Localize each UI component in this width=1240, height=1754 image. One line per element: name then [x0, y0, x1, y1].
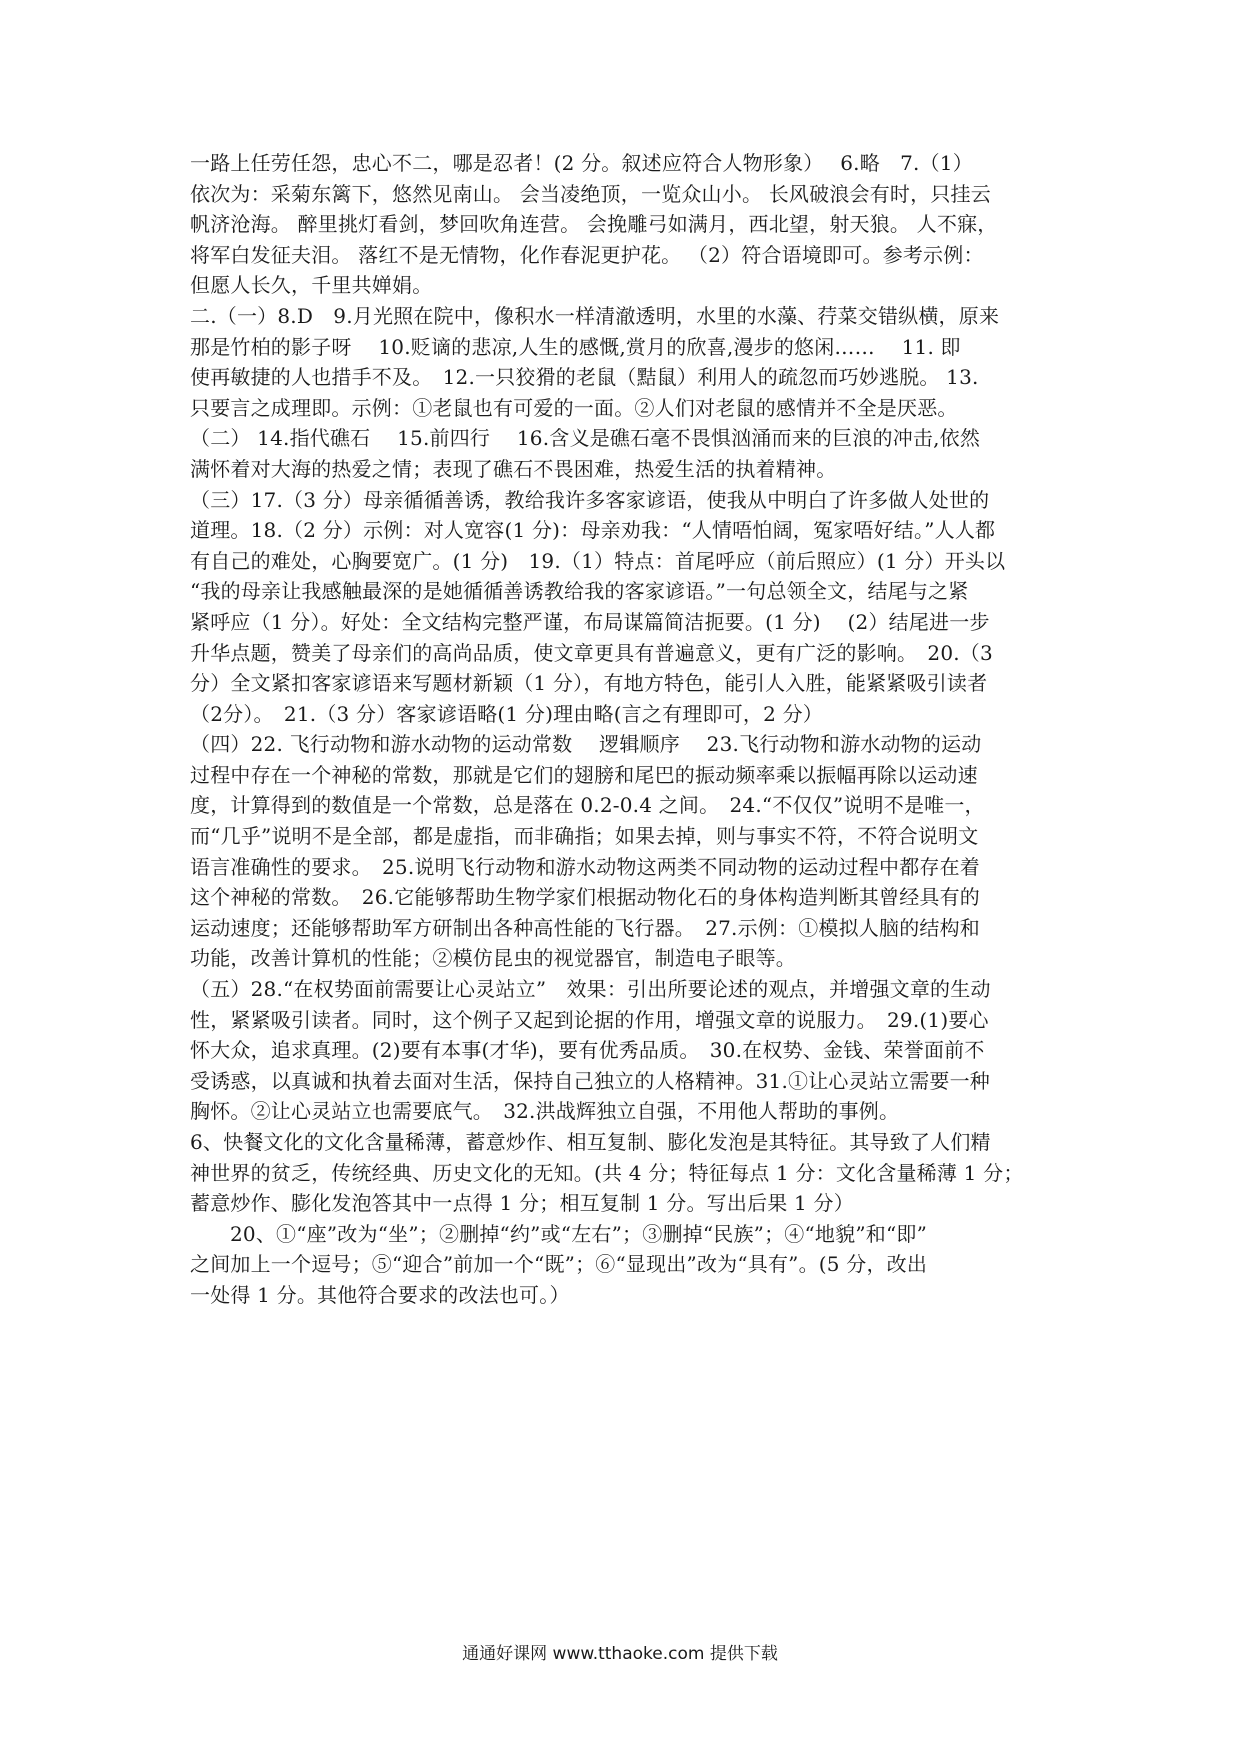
text-line: 帆济沧海。 醉里挑灯看剑，梦回吹角连营。 会挽雕弓如满月，西北望，射天狼。 人不寐，	[190, 212, 998, 237]
text-line: 一路上任劳任怨，忠心不二，哪是忍者！(2 分。叙述应符合人物形象） 6.略 7.（1）	[190, 151, 973, 175]
text-line: （三）17.（3 分）母亲循循善诱，教给我许多客家谚语，使我从中明白了许多做人处世的	[190, 487, 990, 512]
text-line: 但愿人长久，千里共婵娟。	[190, 273, 433, 298]
text-line: 6、快餐文化的文化含量稀薄，蓄意炒作、相互复制、膨化发泡是其特征。其导致了人们精	[190, 1130, 991, 1154]
text-line: 二.（一）8.D 9.月光照在院中，像积水一样清澈透明，水里的水藻、荇菜交错纵横，原来	[190, 303, 1000, 328]
text-line: 20、①“座”改为“坐”；②删掉“约”或“左右”；③删掉“民族”；④“地貌”和“即”	[230, 1221, 927, 1246]
text-line: 功能，改善计算机的性能；②模仿昆虫的视觉器官，制造电子眼等。	[190, 946, 796, 971]
text-line: 神世界的贫乏，传统经典、历史文化的无知。(共 4 分；特征每点 1 分：文化含量稀薄 1 分；	[190, 1160, 1024, 1185]
text-line: （四）22. 飞行动物和游水动物的运动常数 逻辑顺序 23.飞行动物和游水动物的运动	[190, 732, 982, 757]
text-line: 这个神秘的常数。 26.它能够帮助生物学家们根据动物化石的身体构造判断其曾经具有的	[190, 885, 981, 910]
answer-key-text	[190, 148, 1052, 1311]
text-line: 过程中存在一个神秘的常数，那就是它们的翅膀和尾巴的振动频率乘以振幅再除以运动速	[190, 762, 978, 787]
text-line: 受诱惑，以真诚和执着去面对生活，保持自己独立的人格精神。31.①让心灵站立需要一种	[190, 1068, 991, 1093]
text-line: 运动速度；还能够帮助军方研制出各种高性能的飞行器。 27.示例：①模拟人脑的结构和	[190, 915, 981, 940]
text-line: 语言准确性的要求。 25.说明飞行动物和游水动物这两类不同动物的运动过程中都存在着	[190, 854, 981, 879]
text-line: 只要言之成理即。示例：①老鼠也有可爱的一面。②人们对老鼠的感情并不全是厌恶。	[190, 395, 958, 420]
text-line: 怀大众，追求真理。(2)要有本事(才华)，要有优秀品质。 30.在权势、金钱、荣誉面前不	[190, 1038, 985, 1063]
text-line: 将军白发征夫泪。 落红不是无情物，化作春泥更护花。 （2）符合语境即可。参考示例：	[190, 242, 984, 267]
text-line: 紧呼应（1 分）。好处：全文结构完整严谨，布局谋篇简洁扼要。(1 分) (2）结尾进一步	[190, 609, 990, 634]
text-line: 升华点题，赞美了母亲们的高尚品质，使文章更具有普遍意义，更有广泛的影响。 20.（3	[190, 640, 993, 665]
text-line: 那是竹柏的影子呀 10.贬谪的悲凉,人生的感慨,赏月的欣喜,漫步的悠闲…… 11. 即	[190, 334, 961, 359]
text-line: 依次为：采菊东篱下，悠然见南山。 会当凌绝顶，一览众山小。 长风破浪会有时，只挂云	[190, 181, 991, 206]
text-line: 道理。18.（2 分）示例：对人宽容(1 分)：母亲劝我：“人情唔怕阔，冤家唔好结。”人人都	[190, 518, 996, 543]
text-line: 分）全文紧扣客家谚语来写题材新颖（1 分），有地方特色，能引人入胜，能紧紧吸引读者	[190, 671, 988, 696]
text-line: 使再敏捷的人也措手不及。 12.一只狡猾的老鼠（黠鼠）利用人的疏忽而巧妙逃脱。 13.	[190, 365, 979, 390]
text-line: （二） 14.指代礁石 15.前四行 16.含义是礁石毫不畏惧汹涌而来的巨浪的冲击,依然	[190, 426, 981, 451]
text-line: 之间加上一个逗号；⑤“迎合”前加一个“既”；⑥“显现出”改为“具有”。(5 分，改出	[190, 1252, 928, 1277]
text-line: 满怀着对大海的热爱之情；表现了礁石不畏困难，热爱生活的执着精神。	[190, 456, 837, 481]
text-line: （2分）。 21.（3 分）客家谚语略(1 分)理由略(言之有理即可，2 分）	[190, 701, 823, 726]
text-line: 而“几乎”说明不是全部，都是虚指，而非确指；如果去掉，则与事实不符，不符合说明文	[190, 824, 979, 849]
text-line: 一处得 1 分。其他符合要求的改法也可。）	[190, 1282, 570, 1307]
text-line: 蓄意炒作、膨化发泡答其中一点得 1 分；相互复制 1 分。写出后果 1 分）	[190, 1191, 854, 1216]
page-footer: 通通好课网 www.tthaoke.com 提供下载	[462, 1644, 778, 1664]
text-line: 性，紧紧吸引读者。同时，这个例子又起到论据的作用，增强文章的说服力。 29.(1)要心	[190, 1007, 989, 1032]
text-line: 度，计算得到的数值是一个常数，总是落在 0.2-0.4 之间。 24.“不仅仅”说明不是唯一，	[190, 793, 985, 818]
text-line: 胸怀。②让心灵站立也需要底气。 32.洪战辉独立自强，不用他人帮助的事例。	[190, 1099, 900, 1124]
text-line: 有自己的难处，心胸要宽广。(1 分) 19.（1）特点：首尾呼应（前后照应）(1 分）开头以	[190, 548, 1006, 573]
text-line: “我的母亲让我感触最深的是她循循善诱教给我的客家谚语。”一句总领全文，结尾与之紧	[190, 579, 969, 604]
text-line: （五）28.“在权势面前需要让心灵站立” 效果：引出所要论述的观点，并增强文章的生动	[190, 977, 991, 1002]
